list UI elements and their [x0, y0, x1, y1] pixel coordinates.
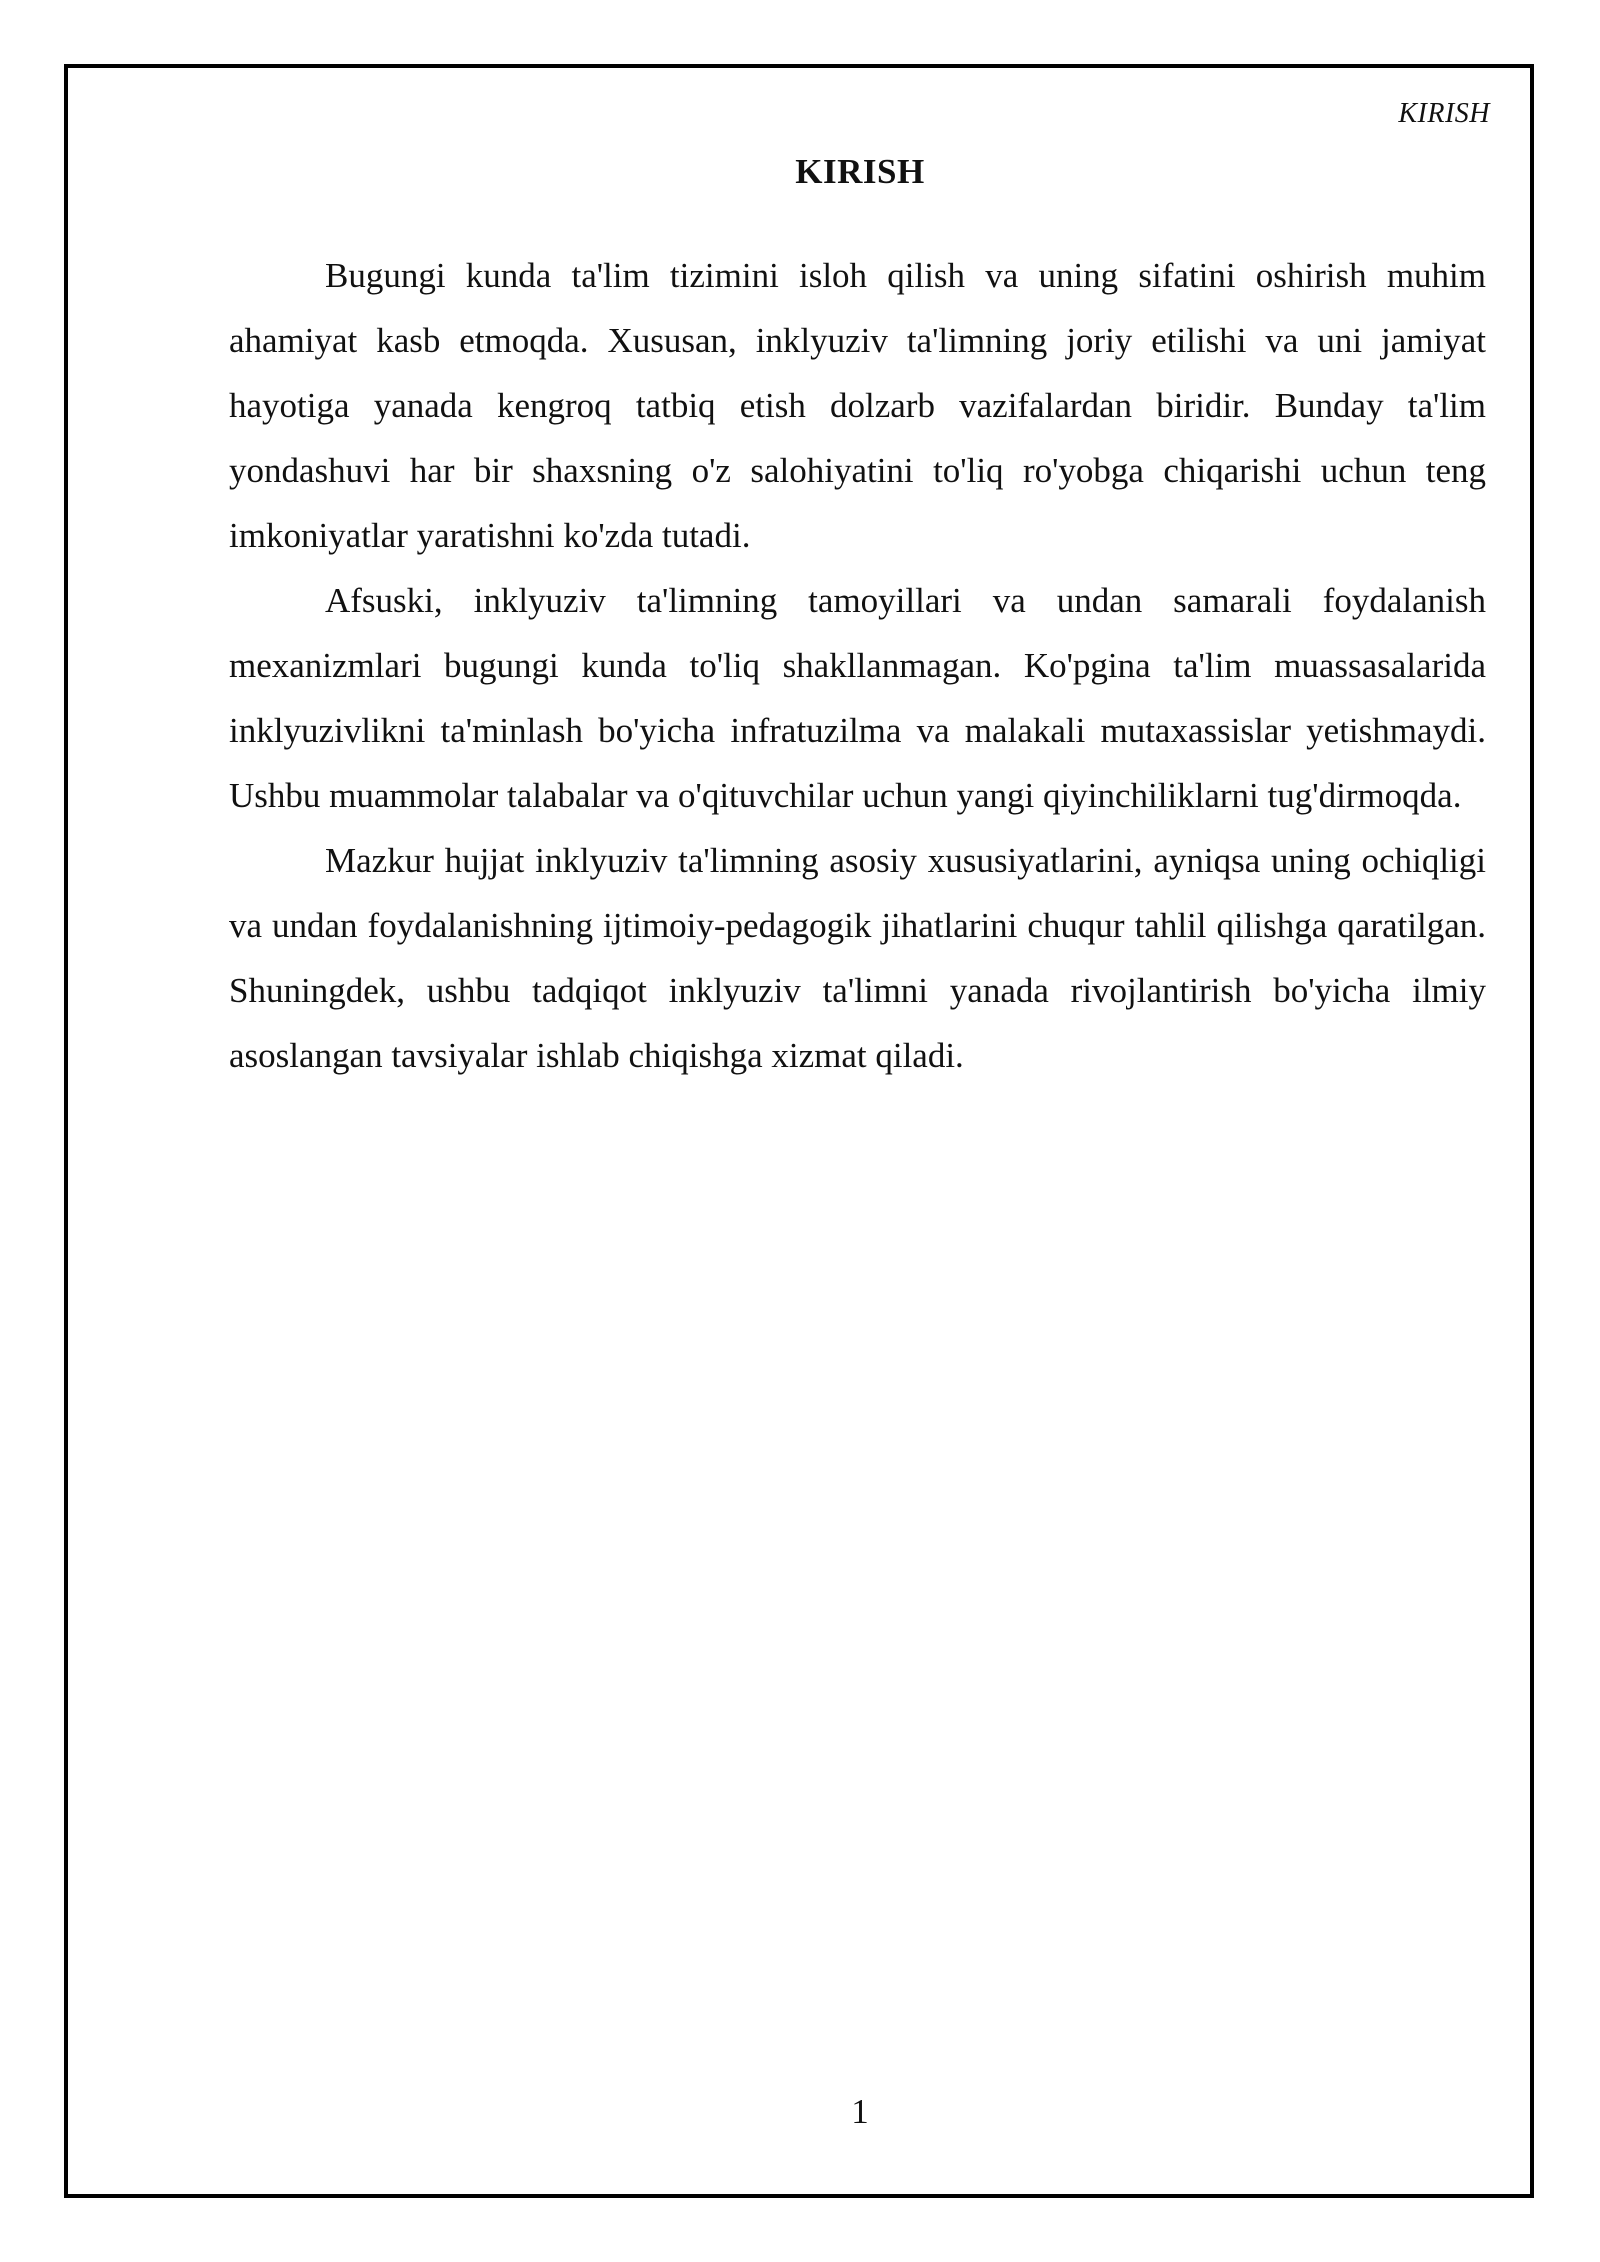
paragraph-1: Bugungi kunda ta'lim tizimini isloh qilish va uning sifatini oshirish muhim ahamiyat kasb etmoqda. Xususan, inklyuziv ta'limning joriy etilishi va uni jamiyat hayotiga yanada kengroq tatbiq etish dolzarb vazifalardan biridir. Bunday ta'lim yondashuvi har bir shaxsning o'z salohiyatini to'liq ro'yobga chiqarishi uchun teng imkoniyatlar yaratishni ko'zda tutadi. [229, 256, 1486, 555]
body-text [229, 243, 1486, 1088]
page-number: 1 [851, 2092, 869, 2131]
paragraph-2: Afsuski, inklyuziv ta'limning tamoyillari va undan samarali foydalanish mexanizmlari bugungi kunda to'liq shakllanmagan. Ko'pgina ta'lim muassasalarida inklyuzivlikni ta'minlash bo'yicha infratuzilma va malakali mutaxassislar yetishmaydi. Ushbu muammolar talabalar va o'qituvchilar uchun yangi qiyinchiliklarni tug'dirmoqda. [229, 581, 1486, 815]
page-title: KIRISH [795, 152, 925, 191]
paragraph-3: Mazkur hujjat inklyuziv ta'limning asosiy xususiyatlarini, ayniqsa uning ochiqligi va undan foydalanishning ijtimoiy-pedagogik jihatlarini chuqur tahlil qilishga qaratilgan. Shuningdek, ushbu tadqiqot inklyuziv ta'limni yanada rivojlantirish bo'yicha ilmiy asoslangan tavsiyalar ishlab chiqishga xizmat qiladi. [229, 841, 1486, 1075]
running-header: KIRISH [1398, 98, 1490, 129]
